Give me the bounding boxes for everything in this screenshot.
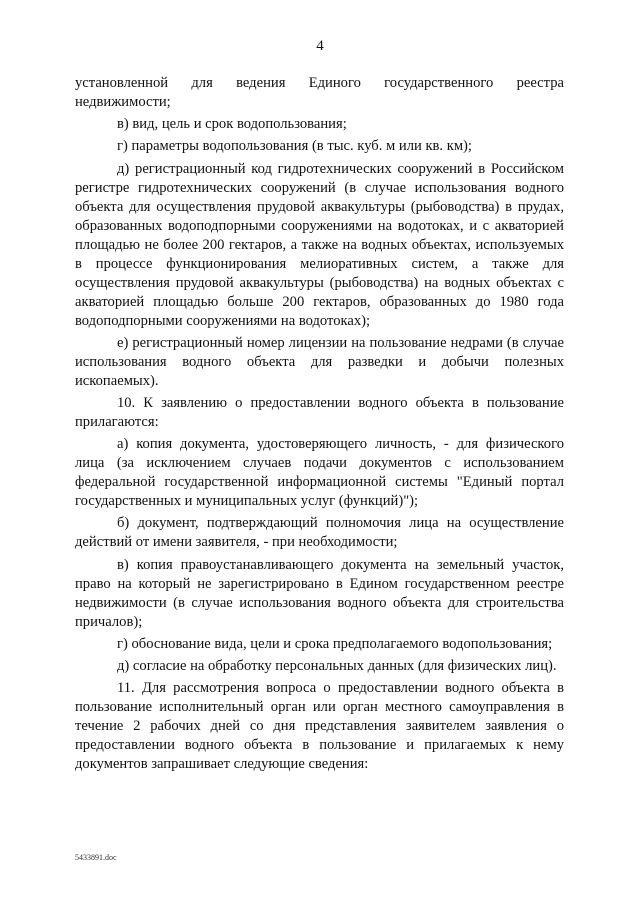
page-number: 4 — [316, 38, 324, 54]
paragraph-item-g-parameters: г) параметры водопользования (в тыс. куб. м или кв. км); — [117, 138, 472, 155]
paragraph-item-d-consent: д) согласие на обработку персональных данных (для физических лиц). — [117, 657, 557, 674]
paragraph-section-10: 10. К заявлению о предоставлении водного объекта в пользование прилагаются: — [75, 394, 564, 430]
paragraph-section-11: 11. Для рассмотрения вопроса о предоставлении водного объекта в пользование исполнительный орган или орган местного самоуправления в течение 2 рабочих дней со дня представления заявителем заявления о предоставлении водного объекта в пользование и прилагаемых к нему документов запрашивает следующие сведения: — [75, 680, 564, 773]
paragraph-item-a-identity-copy: а) копия документа, удостоверяющего личность, - для физического лица (за исключением случаев подачи документов с использованием федеральной государственной информационной системы "Единый портал государственных и муниципальных услуг (функций)"); — [75, 436, 564, 510]
paragraph-item-v-purpose: в) вид, цель и срок водопользования; — [117, 116, 347, 133]
paragraph-item-g-justification: г) обоснование вида, цели и срока предполагаемого водопользования; — [117, 635, 553, 652]
document-body — [75, 74, 564, 777]
footer-file-code: 5433891.doc — [75, 853, 117, 862]
paragraph-registry-continuation: установленной для ведения Единого государственного реестра недвижимости; — [75, 75, 564, 110]
paragraph-item-b-authority-document: б) документ, подтверждающий полномочия лица на осуществление действий от имени заявителя, - при необходимости; — [75, 515, 564, 551]
paragraph-item-d-registration-code: д) регистрационный код гидротехнических сооружений в Российском регистре гидротехнических сооружений (в случае использования водного объекта для осуществления прудовой аквакультуры (рыбоводства) в прудах, образованных водоподпорными сооружениями на водотоках, и с акваторией площадью не более 200 гектаров, а также на водных объектах, используемых в процессе функционирования мелиоративных систем, а также для осуществления прудовой аквакультуры (рыбоводства) на водных объектах с акваторией площадью больше 200 гектаров, образованных до 1980 года водоподпорными сооружениями на водотоках); — [75, 160, 564, 329]
paragraph-item-e-license-number: е) регистрационный номер лицензии на пользование недрами (в случае использования водного объекта для разведки и добычи полезных ископаемых). — [75, 334, 564, 389]
paragraph-item-v-land-title: в) копия правоустанавливающего документа на земельный участок, право на который не зарегистрировано в Едином государственном реестре недвижимости (в случае использования водного объекта для строительства причалов); — [75, 556, 564, 630]
